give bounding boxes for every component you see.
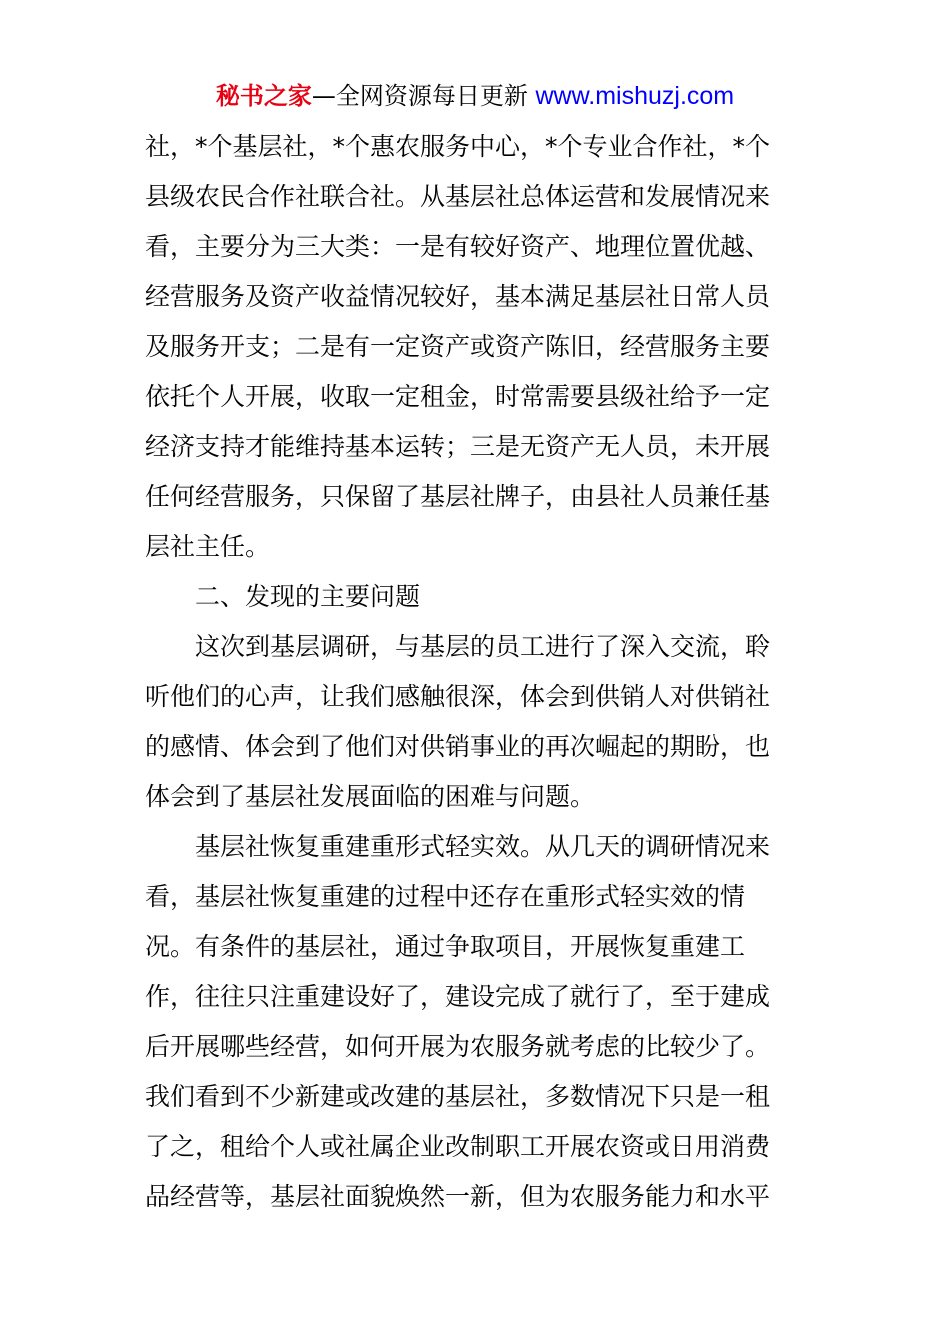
section-title: 二、发现的主要问题 [195,582,421,611]
section-heading [145,572,805,622]
site-tagline: —全网资源每日更新 [311,82,536,110]
text-line: 的感情、体会到了他们对供销事业的再次崛起的期盼，也 [145,732,771,761]
text-line: 基层社恢复重建重形式轻实效。从几天的调研情况来 [195,832,771,861]
text-line: 看，主要分为三大类：一是有较好资产、地理位置优越、 [145,232,771,261]
text-line: 品经营等，基层社面貌焕然一新，但为农服务能力和水平 [145,1182,771,1211]
paragraph-overview [145,122,805,572]
site-brand: 秘书之家 [215,82,312,110]
text-line: 社，*个基层社，*个惠农服务中心，*个专业合作社，*个 [145,132,771,161]
text-line: 我们看到不少新建或改建的基层社，多数情况下只是一租 [145,1082,771,1111]
text-line: 听他们的心声，让我们感触很深，体会到供销人对供销社 [145,682,771,711]
paragraph-problem [145,822,805,1222]
text-line: 了之，租给个人或社属企业改制职工开展农资或日用消费 [145,1132,771,1161]
paragraph-research [145,622,805,822]
text-line: 看，基层社恢复重建的过程中还存在重形式轻实效的情 [145,882,746,911]
text-line: 体会到了基层社发展面临的困难与问题。 [145,782,596,811]
text-line: 经营服务及资产收益情况较好，基本满足基层社日常人员 [145,282,771,311]
text-line: 作，往往只注重建设好了，建设完成了就行了，至于建成 [145,982,771,1011]
text-line: 及服务开支；二是有一定资产或资产陈旧，经营服务主要 [145,332,771,361]
text-line: 县级农民合作社联合社。从基层社总体运营和发展情况来 [145,182,771,211]
text-line: 况。有条件的基层社，通过争取项目，开展恢复重建工 [145,932,746,961]
site-header [0,80,950,112]
text-line: 后开展哪些经营，如何开展为农服务就考虑的比较少了。 [145,1032,771,1061]
text-line: 层社主任。 [145,532,271,561]
site-url-link[interactable]: www.mishuzj.com [535,82,735,110]
text-line: 经济支持才能维持基本运转；三是无资产无人员，未开展 [145,432,771,461]
text-line: 任何经营服务，只保留了基层社牌子，由县社人员兼任基 [145,482,771,511]
text-line: 依托个人开展，收取一定租金，时常需要县级社给予一定 [145,382,771,411]
text-line: 这次到基层调研，与基层的员工进行了深入交流，聆 [195,632,771,661]
document-body [145,122,805,1222]
